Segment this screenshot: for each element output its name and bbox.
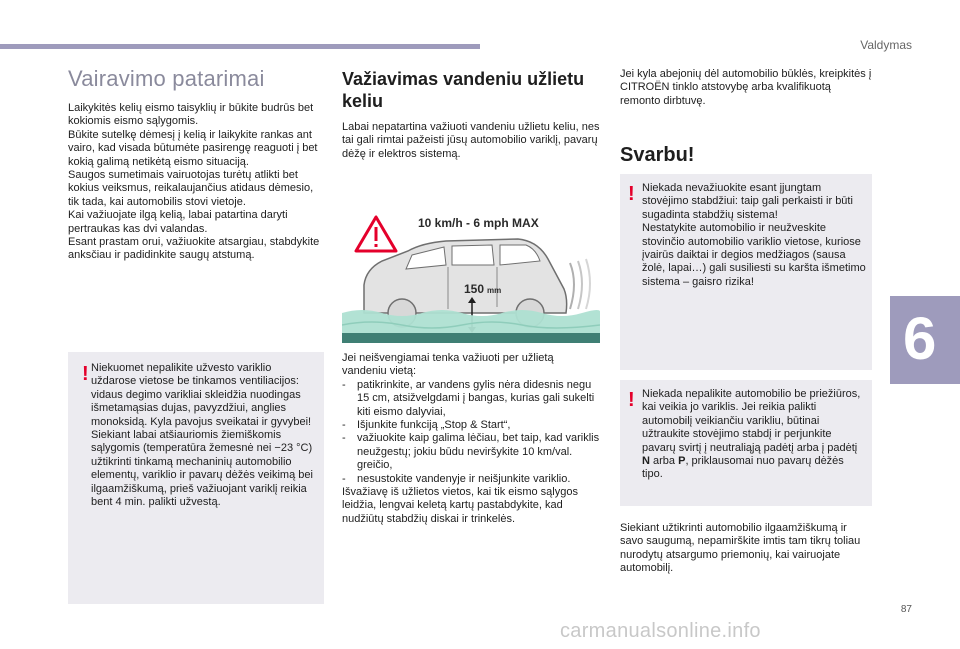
warning-text-part: , priklausomai nuo pavarų dėžės tipo. [642,455,844,481]
flooded-road-outro: Išvažiavę iš užlietos vietos, kai tik eismo sąlygos leidžia, lengvai keletą kartų pastabdykite, kad nudžiūtų stabdžių diskai ir trinkelės. [342,486,578,525]
list-item: - nesustokite vandenyje ir neišjunkite variklio. [342,473,600,486]
warning-icon: ! [82,363,89,385]
flooded-road-illustration [342,203,600,343]
road-surface [342,333,600,343]
flooded-road-list [342,379,600,486]
water-depth-unit: mm [487,286,502,295]
warning-text-parking-brake: Niekada nevažiuokite esant įjungtam stovėjimo stabdžiui: taip gali perkaisti ir būti sugadinta stabdžių sistema! Nestatykite automobilio ir neužveskite stovinčio automobilio variklio vietose, kuriose įvairūs daiktai ir degios medžiagos (sausa žolė, lapai…) gali susiliesti su karšta išmetimo sistema – gaisro rizika! [642,182,866,288]
longevity-advice-text: Siekiant užtikrinti automobilio ilgaamžiškumą ir savo saugumą, nepamirškite imtis tam tikrų toliau nurodytų atsargumo priemonių, kai vairuojate automobilį. [620,522,861,575]
flooded-road-lead: Jei neišvengiamai tenka važiuoti per užlietą vandeniu vietą: [342,352,554,378]
section-title-driving-tips: Vairavimo patarimai [68,66,265,91]
page-number: 87 [900,604,912,615]
section-title-important: Svarbu! [620,144,695,167]
warning-text-unattended [642,388,866,482]
warning-box-unattended [620,380,872,506]
flooded-road-instructions [342,352,600,526]
watermark: carmanualsonline.info [560,620,761,642]
max-speed-label: 10 km/h - 6 mph MAX [418,216,539,230]
chapter-number: 6 [903,305,937,372]
longevity-advice [620,522,872,576]
dealer-advice-text: Jei kyla abejonių dėl automobilio būklės, kreipkitės į CITROËN tinklo atstovybę arba kvalifikuotą remonto dirbtuvę. [620,68,872,107]
warning-text-ventilation: Niekuomet nepalikite užvesto variklio uždarose vietose be tinkamos ventiliacijos: vidaus degimo varikliai skleidžia nuodingas išmetamąsias dujas, pavyzdžiui, anglies monoksidą. Kyla pavojus sveikatai ir gyvybei! Siekiant labai atšiauriomis žiemiškomis sąlygomis (temperatūra žemesnė nei −23 °C) užtikrinti tinkamą mechaninių automobilio elementų, variklio ir pavarų dėžės veikimą bei ilgaamžiškumą, prieš važiuojant variklį reikia bent 4 min. palikti užvestą. [91,362,313,509]
flooded-road-intro: Labai nepatartina važiuoti vandeniu užlietu keliu, nes tai gali rimtai pažeisti jūsų automobilio variklį, pavarų dėžę ir elektros sistemą. [342,121,600,160]
column-important [620,68,872,167]
flooded-road-svg [342,203,600,343]
warning-box-parking-brake [620,174,872,370]
column-flooded-road [342,68,600,161]
warning-box-ventilation [68,352,324,604]
column-driving-tips [68,66,324,263]
warning-text-part: arba [649,455,679,468]
list-item: - Išjunkite funkciją „Stop & Start“, [342,419,600,432]
water-depth-value: 150 [464,282,485,296]
warning-icon: ! [628,183,635,205]
gear-position-p: P [678,455,686,468]
warning-icon: ! [628,389,635,411]
warning-text-part: Niekada nepalikite automobilio be priežiūros, kai veikia jo variklis. Jei reikia palikti automobilį veikiančiu varikliu, būtinai užtraukite stovėjimo stabdį ir perjunkite pavarų svirtį į neutraliąją padėtį arba į padėtį [642,388,861,454]
section-title-flooded-road: Važiavimas vandeniu užlietu keliu [342,69,585,111]
gear-position-n: N [642,455,650,468]
driving-tips-text: Laikykitės kelių eismo taisyklių ir būkite budrūs bet kokiomis eismo sąlygomis. Būkite sutelkę dėmesį į kelią ir laikykite rankas ant vairo, kad visada būtumėte pasirengę reaguoti į bet kokią galimą netikėtą eismo situaciją. Saugos sumetimais vairuotojas turėtų atlikti bet kokius veiksmus, reikalaujančius atidaus dėmesio, tik tada, kai automobilis stovi vietoje. Kai važiuojate ilgą kelią, labai patartina daryti pertraukas kas dvi valandas. Esant prastam orui, važiuokite atsargiau, stabdykite anksčiau ir padidinkite saugų atstumą. [68,102,320,262]
section-label: Valdymas [860,38,912,52]
header-accent-bar [0,44,480,49]
list-item: - važiuokite kaip galima lėčiau, bet taip, kad variklis neužgestų; jokiu būdu neviršykite 10 km/val. greičio, [342,432,600,472]
list-item: - patikrinkite, ar vandens gylis nėra didesnis negu 15 cm, atsižvelgdami į bangas, kurias gali sukelti kiti eismo dalyviai, [342,379,600,419]
